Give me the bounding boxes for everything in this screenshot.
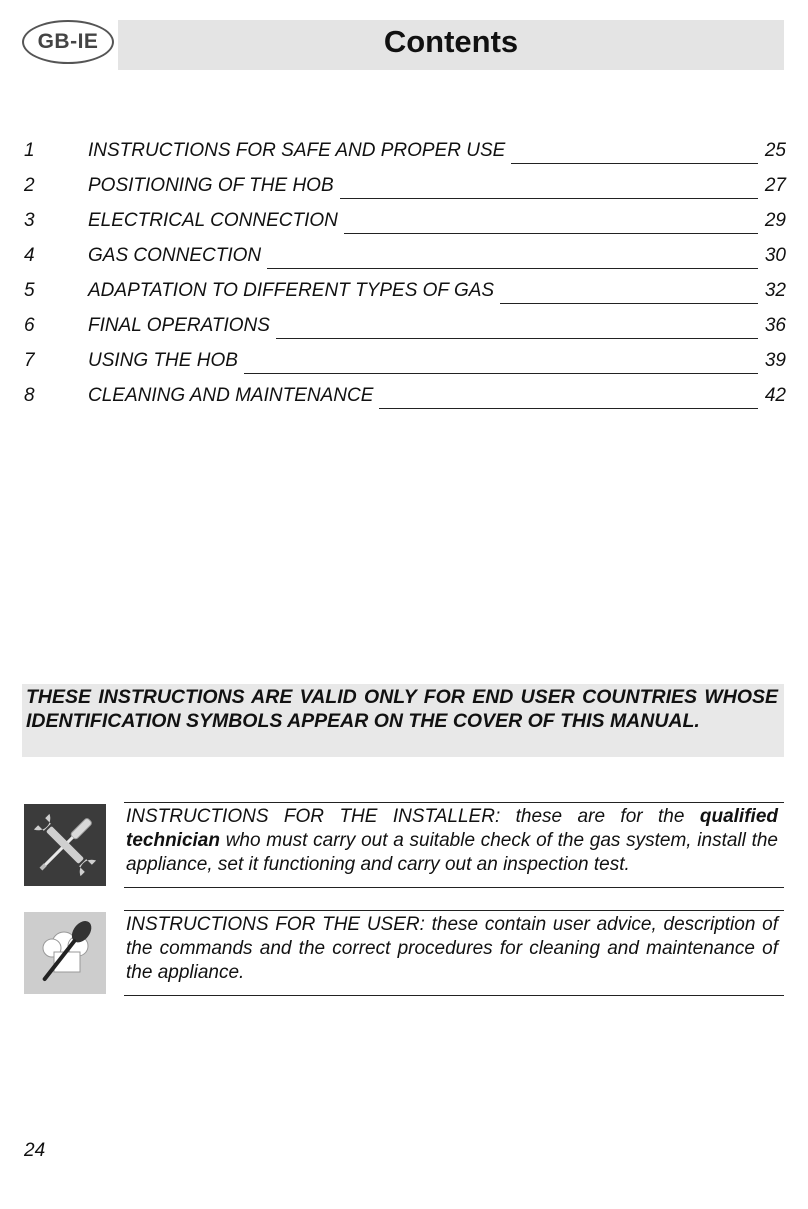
toc-entry[interactable]: [24, 313, 786, 348]
toc-leader-line: [340, 177, 758, 199]
toc-page: 42: [764, 385, 786, 406]
toc-number: 8: [24, 385, 35, 406]
table-of-contents: [24, 138, 786, 418]
toc-title: INSTRUCTIONS FOR SAFE AND PROPER USE: [88, 140, 506, 161]
toc-title: POSITIONING OF THE HOB: [88, 175, 334, 196]
validity-notice: [22, 684, 784, 757]
toc-page: 29: [764, 210, 786, 231]
toc-entry[interactable]: [24, 383, 786, 418]
toc-leader-line: [244, 352, 758, 374]
toc-page: 36: [764, 315, 786, 336]
spoon-chef-hat-icon: [24, 912, 106, 994]
toc-page: 30: [764, 245, 786, 266]
installer-instructions: [124, 802, 784, 888]
toc-leader-line: [267, 247, 758, 269]
toc-page: 32: [764, 280, 786, 301]
toc-leader-line: [276, 317, 758, 339]
notice-text: THESE INSTRUCTIONS ARE VALID ONLY FOR END USER COUNTRIES WHOSE IDENTIFICATION SYMBOLS APPEAR ON THE COVER OF THIS MANUAL.: [26, 686, 778, 732]
title-bar: [118, 20, 784, 70]
toc-page: 39: [764, 350, 786, 371]
toc-title: FINAL OPERATIONS: [88, 315, 270, 336]
toc-page: 25: [764, 140, 786, 161]
user-instructions: [124, 910, 784, 996]
toc-entry[interactable]: [24, 138, 786, 173]
page-number: 24: [24, 1140, 46, 1161]
toc-number: 5: [24, 280, 35, 301]
toc-leader-line: [344, 212, 758, 234]
toc-number: 2: [24, 175, 35, 196]
toc-entry[interactable]: [24, 348, 786, 383]
toc-number: 7: [24, 350, 35, 371]
toc-leader-line: [379, 387, 758, 409]
toc-entry[interactable]: [24, 278, 786, 313]
toc-number: 3: [24, 210, 35, 231]
toc-entry[interactable]: [24, 243, 786, 278]
toc-entry[interactable]: [24, 208, 786, 243]
toc-title: GAS CONNECTION: [88, 245, 262, 266]
page-title: Contents: [383, 24, 519, 59]
toc-entry[interactable]: [24, 173, 786, 208]
toc-number: 4: [24, 245, 35, 266]
toc-title: USING THE HOB: [88, 350, 238, 371]
user-text: INSTRUCTIONS FOR THE USER: these contain user advice, description of the commands and the correct procedures for cleaning and maintenance of the appliance.: [126, 914, 778, 983]
toc-number: 6: [24, 315, 35, 336]
language-badge: GB-IE: [22, 20, 114, 64]
toc-number: 1: [24, 140, 35, 161]
toc-page: 27: [764, 175, 786, 196]
installer-text: INSTRUCTIONS FOR THE INSTALLER: these are for the qualified technician who must carry out a suitable check of the gas system, install the appliance, set it functioning and carry out an inspection test.: [126, 806, 778, 875]
toc-title: ADAPTATION TO DIFFERENT TYPES OF GAS: [88, 280, 495, 301]
toc-title: ELECTRICAL CONNECTION: [88, 210, 338, 231]
toc-leader-line: [511, 142, 758, 164]
toc-leader-line: [500, 282, 758, 304]
tools-icon: [24, 804, 106, 886]
toc-title: CLEANING AND MAINTENANCE: [88, 385, 374, 406]
